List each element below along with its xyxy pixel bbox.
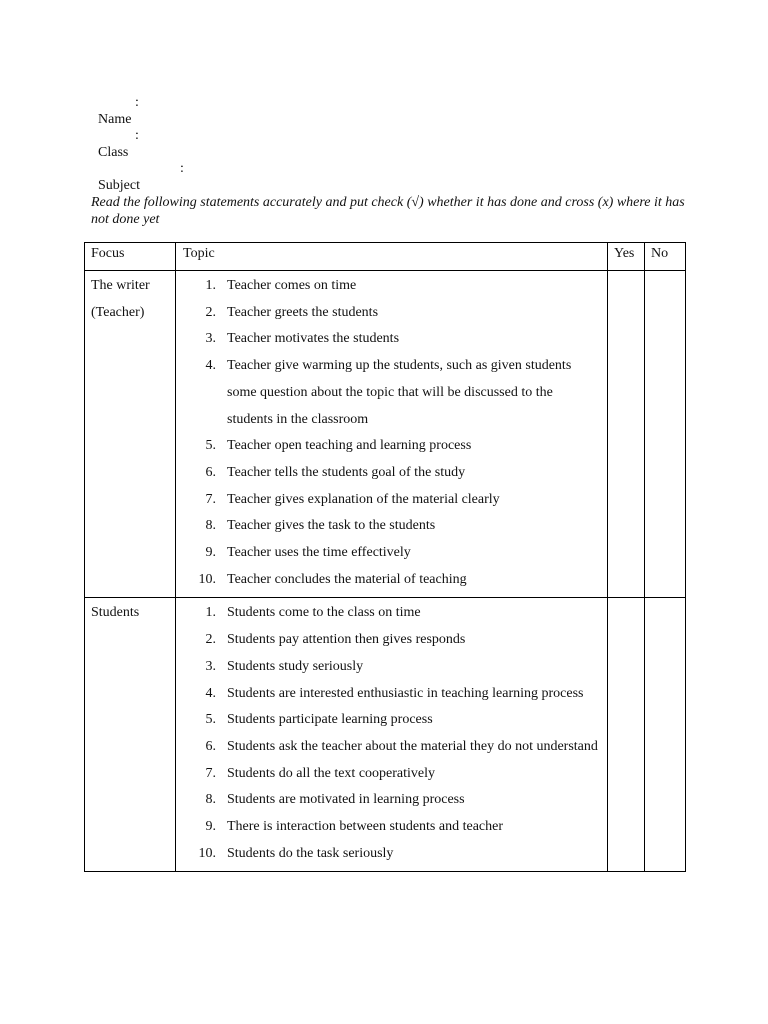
item-text: Students ask the teacher about the material they do not understand (227, 738, 598, 754)
item-text: Teacher gives the task to the students (227, 518, 436, 534)
list-item (176, 513, 607, 540)
item-number: 7. (205, 765, 216, 781)
list-item (176, 300, 607, 327)
item-text: Teacher comes on time (227, 278, 357, 293)
item-text: Students come to the class on time (227, 605, 421, 621)
list-item (176, 487, 607, 514)
list-item (176, 734, 607, 761)
focus-label: The writer (91, 278, 150, 293)
focus-cell-teacher (85, 271, 176, 598)
item-number: 10. (198, 845, 216, 861)
no-checkbox-cell-teacher[interactable] (645, 271, 686, 598)
item-number: 2. (205, 304, 216, 320)
item-text: Students study seriously (227, 658, 364, 674)
topic-cell-students (176, 598, 608, 872)
list-item (176, 627, 607, 654)
header-topic: Topic (176, 243, 608, 271)
item-text: Teacher open teaching and learning process (227, 438, 472, 454)
item-number: 5. (205, 712, 216, 728)
item-text: Students do the task seriously (227, 845, 394, 861)
header-no: No (645, 243, 686, 271)
item-number: 10. (198, 571, 216, 587)
list-item (176, 787, 607, 814)
focus-cell-students (85, 598, 176, 872)
instructions-text: Read the following statements accurately and put check (√) whether it has done and cross (x) where it has not done yet (91, 195, 685, 227)
item-number: 1. (205, 278, 216, 293)
list-item (176, 681, 607, 708)
item-number: 2. (205, 632, 216, 648)
subject-colon: : (180, 161, 184, 176)
observation-checklist-table (84, 242, 686, 872)
item-text: Teacher gives explanation of the material clearly (227, 491, 500, 507)
item-number: 4. (205, 685, 216, 701)
item-text: Teacher motivates the students (227, 331, 400, 347)
topic-list-teacher (176, 271, 607, 597)
list-item (176, 433, 607, 460)
item-number: 8. (205, 518, 216, 534)
list-item (176, 654, 607, 681)
focus-label: Students (91, 605, 140, 621)
yes-checkbox-cell-teacher[interactable] (608, 271, 645, 598)
item-text: Teacher uses the time effectively (227, 545, 411, 561)
item-text: Teacher tells the students goal of the study (227, 464, 466, 480)
table-header-row (85, 243, 686, 271)
list-item (176, 600, 607, 627)
section-row-students (85, 598, 686, 872)
item-text: Teacher concludes the material of teaching (227, 571, 467, 587)
item-text: Students participate learning process (227, 712, 433, 728)
section-row-teacher (85, 271, 686, 598)
list-item (176, 540, 607, 567)
list-item (176, 841, 607, 868)
item-text: Students are motivated in learning process (227, 792, 465, 808)
item-number: 7. (205, 491, 216, 507)
subject-label: Subject (98, 178, 140, 193)
item-text: Students pay attention then gives responds (227, 632, 466, 648)
topic-cell-teacher (176, 271, 608, 598)
item-text: Students are interested enthusiastic in teaching learning process (227, 685, 584, 701)
list-item (176, 814, 607, 841)
list-item (176, 273, 607, 300)
item-number: 5. (205, 438, 216, 454)
item-text: Teacher give warming up the students, such as given students some question about the topic that will be discussed to the students in the classroom (227, 358, 572, 427)
item-text: There is interaction between students and teacher (227, 819, 503, 835)
item-number: 9. (205, 819, 216, 835)
focus-sublabel: (Teacher) (91, 304, 145, 320)
header-yes: Yes (608, 243, 645, 271)
yes-checkbox-cell-students[interactable] (608, 598, 645, 872)
item-number: 4. (205, 358, 216, 374)
name-label: Name (98, 112, 132, 127)
list-item (176, 460, 607, 487)
name-colon: : (135, 95, 139, 110)
header-focus: Focus (85, 243, 176, 271)
list-item (176, 707, 607, 734)
item-number: 8. (205, 792, 216, 808)
item-number: 3. (205, 658, 216, 674)
class-label: Class (98, 145, 129, 160)
item-text: Students do all the text cooperatively (227, 765, 436, 781)
list-item (176, 326, 607, 353)
topic-list-students (176, 598, 607, 871)
class-colon: : (135, 128, 139, 143)
item-number: 3. (205, 331, 216, 347)
list-item (176, 761, 607, 788)
item-number: 9. (205, 545, 216, 561)
item-number: 1. (205, 605, 216, 621)
item-text: Teacher greets the students (227, 304, 379, 320)
item-number: 6. (205, 738, 216, 754)
list-item (176, 567, 607, 594)
item-number: 6. (205, 464, 216, 480)
list-item (176, 353, 607, 433)
no-checkbox-cell-students[interactable] (645, 598, 686, 872)
